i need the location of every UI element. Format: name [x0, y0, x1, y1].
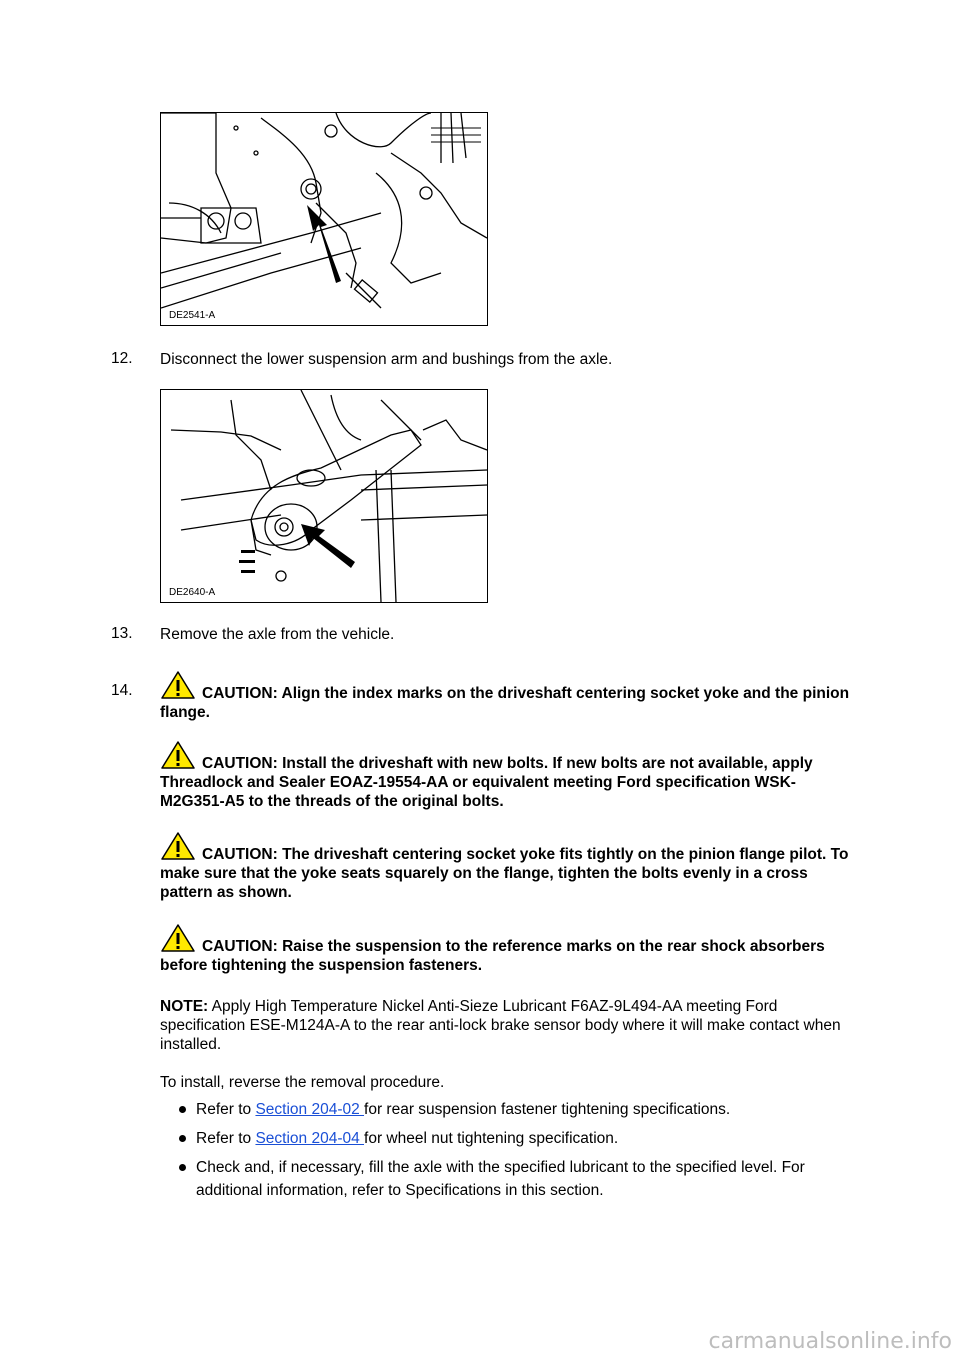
bullet-text: Refer to — [196, 1130, 256, 1147]
list-item — [196, 1127, 856, 1150]
section-204-02-link[interactable]: Section 204-02 — [255, 1101, 365, 1118]
lower-arm-illustration — [161, 390, 487, 602]
figure-label: DE2541-A — [169, 310, 216, 321]
bullet-text: Check and, if necessary, fill the axle with the specified lubricant to the specified level. For additional information, refer to Specifications in this section. — [196, 1159, 805, 1199]
caution-4 — [160, 923, 850, 975]
warning-icon — [160, 670, 196, 700]
figure-2-illustration — [160, 389, 488, 603]
suspension-bolt-illustration — [161, 113, 487, 325]
bullet-icon — [179, 1135, 186, 1142]
step-text: Remove the axle from the vehicle. — [160, 626, 395, 643]
watermark: carmanualsonline.info — [708, 1329, 952, 1354]
bullet-icon — [179, 1164, 186, 1171]
bullet-icon — [179, 1106, 186, 1113]
caution-text: CAUTION: The driveshaft centering socket yoke fits tightly on the pinion flange pilot. To make sure that the yoke seats squarely on the flange, tighten the bolts evenly in a cross pattern as shown. — [160, 846, 849, 901]
step-number: 13. — [111, 625, 133, 642]
caution-3 — [160, 831, 850, 902]
caution-text: CAUTION: Align the index marks on the driveshaft centering socket yoke and the pinion flange. — [160, 685, 850, 721]
caution-text: CAUTION: Raise the suspension to the reference marks on the rear shock absorbers before tightening the suspension fasteners. — [160, 938, 825, 974]
warning-icon — [160, 923, 196, 953]
install-bullet-list — [196, 1098, 856, 1208]
bullet-text: Refer to — [196, 1101, 256, 1118]
caution-text: CAUTION: Install the driveshaft with new bolts. If new bolts are not available, apply Threadlock and Sealer EOAZ-19554-AA or equivalent meeting Ford specification WSK-M2G351-A5 to the threads of the original bolts. — [160, 755, 813, 810]
bullet-text: for rear suspension fastener tightening specifications. — [364, 1101, 731, 1118]
step-number: 14. — [111, 682, 133, 699]
warning-icon — [160, 831, 196, 861]
caution-1 — [160, 670, 850, 722]
arrow-icon — [307, 205, 341, 283]
figure-label: DE2640-A — [169, 587, 216, 598]
note-paragraph — [160, 997, 850, 1054]
arrow-icon — [301, 524, 355, 568]
section-204-04-link[interactable]: Section 204-04 — [255, 1130, 365, 1147]
warning-icon — [160, 740, 196, 770]
note-label: NOTE: — [160, 998, 209, 1015]
list-item — [196, 1156, 856, 1202]
note-text: Apply High Temperature Nickel Anti-Sieze Lubricant F6AZ-9L494-AA meeting Ford specification ESE-M124A-A to the rear anti-lock brake sensor body where it will make contact when installed. — [160, 998, 841, 1053]
step-text: Disconnect the lower suspension arm and bushings from the axle. — [160, 351, 613, 368]
caution-2 — [160, 740, 850, 811]
figure-1-illustration — [160, 112, 488, 326]
list-item — [196, 1098, 856, 1121]
install-instruction: To install, reverse the removal procedure. — [160, 1074, 445, 1091]
step-number: 12. — [111, 350, 133, 367]
bullet-text: for wheel nut tightening specification. — [364, 1130, 619, 1147]
